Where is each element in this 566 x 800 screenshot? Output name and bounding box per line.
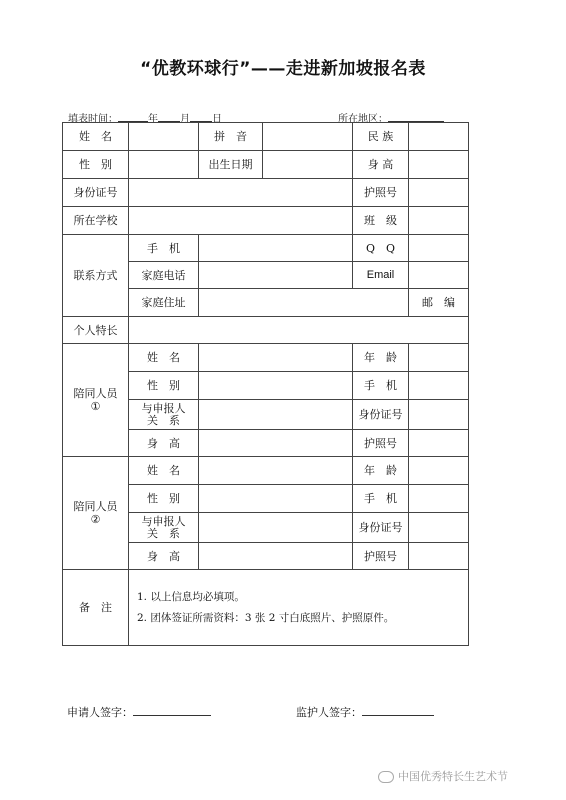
region-label: 所在地区： xyxy=(338,114,388,125)
watermark xyxy=(378,768,508,784)
home-phone-cell[interactable] xyxy=(199,262,353,289)
c2-mobile-label: 手 机 xyxy=(353,485,409,513)
c1-id-label: 身份证号 xyxy=(353,400,409,430)
c2-passport-label: 护照号 xyxy=(353,543,409,570)
year-blank[interactable] xyxy=(118,112,148,122)
applicant-signature-line xyxy=(67,704,211,720)
c1-age-label: 年 龄 xyxy=(353,344,409,372)
passport-label: 护照号 xyxy=(353,179,409,207)
note-2: 2. 团体签证所需资料：3 张 2 寸白底照片、护照原件。 xyxy=(137,611,395,624)
c2-mobile-cell[interactable] xyxy=(409,485,469,513)
contact-label: 联系方式 xyxy=(63,235,129,317)
c2-height-label: 身 高 xyxy=(129,543,199,570)
guardian-signature-blank[interactable] xyxy=(362,706,434,716)
registration-table xyxy=(62,122,469,646)
c1-height-cell[interactable] xyxy=(199,430,353,457)
id-number-cell[interactable] xyxy=(129,179,353,207)
month-blank[interactable] xyxy=(158,112,180,122)
guardian-signature-line xyxy=(296,704,434,720)
companion1-label: 陪同人员 ① xyxy=(63,344,129,457)
day-label: 日 xyxy=(212,114,222,125)
companion2-label: 陪同人员 ② xyxy=(63,457,129,570)
guardian-signature-label: 监护人签字： xyxy=(296,706,362,719)
c2-height-cell[interactable] xyxy=(199,543,353,570)
c2-name-label: 姓 名 xyxy=(129,457,199,485)
month-label: 月 xyxy=(180,114,190,125)
talent-cell[interactable] xyxy=(129,317,469,344)
c2-gender-cell[interactable] xyxy=(199,485,353,513)
pinyin-label: 拼 音 xyxy=(199,123,263,151)
c1-id-cell[interactable] xyxy=(409,400,469,430)
c2-relation-cell[interactable] xyxy=(199,513,353,543)
ethnicity-cell[interactable] xyxy=(409,123,469,151)
gender-label: 性 别 xyxy=(63,151,129,179)
c1-name-cell[interactable] xyxy=(199,344,353,372)
postcode-cell-wrap xyxy=(409,289,469,317)
home-address-label: 家庭住址 xyxy=(129,289,199,317)
pinyin-cell[interactable] xyxy=(263,123,353,151)
c1-mobile-cell[interactable] xyxy=(409,372,469,400)
ethnicity-label: 民 族 xyxy=(353,123,409,151)
fill-time-label: 填表时间： xyxy=(68,114,118,125)
talent-label: 个人特长 xyxy=(63,317,129,344)
c1-relation-label: 与申报人 关 系 xyxy=(129,400,199,430)
remarks-notes xyxy=(129,570,469,646)
applicant-signature-label: 申请人签字： xyxy=(67,706,133,719)
birthdate-cell[interactable] xyxy=(263,151,353,179)
c1-age-cell[interactable] xyxy=(409,344,469,372)
day-blank[interactable] xyxy=(190,112,212,122)
c2-age-label: 年 龄 xyxy=(353,457,409,485)
gender-cell[interactable] xyxy=(129,151,199,179)
c1-gender-label: 性 别 xyxy=(129,372,199,400)
email-label: Email xyxy=(353,262,409,289)
c2-name-cell[interactable] xyxy=(199,457,353,485)
mobile-cell[interactable] xyxy=(199,235,353,262)
qq-label: Q Q xyxy=(353,235,409,262)
birthdate-label: 出生日期 xyxy=(199,151,263,179)
c1-mobile-label: 手 机 xyxy=(353,372,409,400)
watermark-text: 中国优秀特长生艺术节 xyxy=(398,770,508,783)
c2-id-cell[interactable] xyxy=(409,513,469,543)
postcode-label: 邮 编 xyxy=(422,296,455,309)
c1-gender-cell[interactable] xyxy=(199,372,353,400)
school-cell[interactable] xyxy=(129,207,353,235)
height-cell[interactable] xyxy=(409,151,469,179)
c1-passport-cell[interactable] xyxy=(409,430,469,457)
c2-relation-label: 与申报人 关 系 xyxy=(129,513,199,543)
id-number-label: 身份证号 xyxy=(63,179,129,207)
c1-relation-cell[interactable] xyxy=(199,400,353,430)
region-blank[interactable] xyxy=(388,112,444,122)
school-label: 所在学校 xyxy=(63,207,129,235)
remarks-label: 备 注 xyxy=(63,570,129,646)
note-1: 1. 以上信息均必填项。 xyxy=(137,590,245,603)
passport-cell[interactable] xyxy=(409,179,469,207)
home-phone-label: 家庭电话 xyxy=(129,262,199,289)
applicant-signature-blank[interactable] xyxy=(133,706,211,716)
email-cell[interactable] xyxy=(409,262,469,289)
qq-cell[interactable] xyxy=(409,235,469,262)
class-label: 班 级 xyxy=(353,207,409,235)
c1-passport-label: 护照号 xyxy=(353,430,409,457)
year-label: 年 xyxy=(148,114,158,125)
height-label: 身 高 xyxy=(353,151,409,179)
name-cell[interactable] xyxy=(129,123,199,151)
name-label: 姓 名 xyxy=(63,123,129,151)
c1-height-label: 身 高 xyxy=(129,430,199,457)
c2-gender-label: 性 别 xyxy=(129,485,199,513)
mobile-label: 手 机 xyxy=(129,235,199,262)
c1-name-label: 姓 名 xyxy=(129,344,199,372)
c2-id-label: 身份证号 xyxy=(353,513,409,543)
c2-passport-cell[interactable] xyxy=(409,543,469,570)
class-cell[interactable] xyxy=(409,207,469,235)
form-title: “优教环球行”——走进新加坡报名表 xyxy=(140,59,426,79)
wechat-icon xyxy=(378,771,394,783)
home-address-cell[interactable] xyxy=(199,289,409,317)
c2-age-cell[interactable] xyxy=(409,457,469,485)
